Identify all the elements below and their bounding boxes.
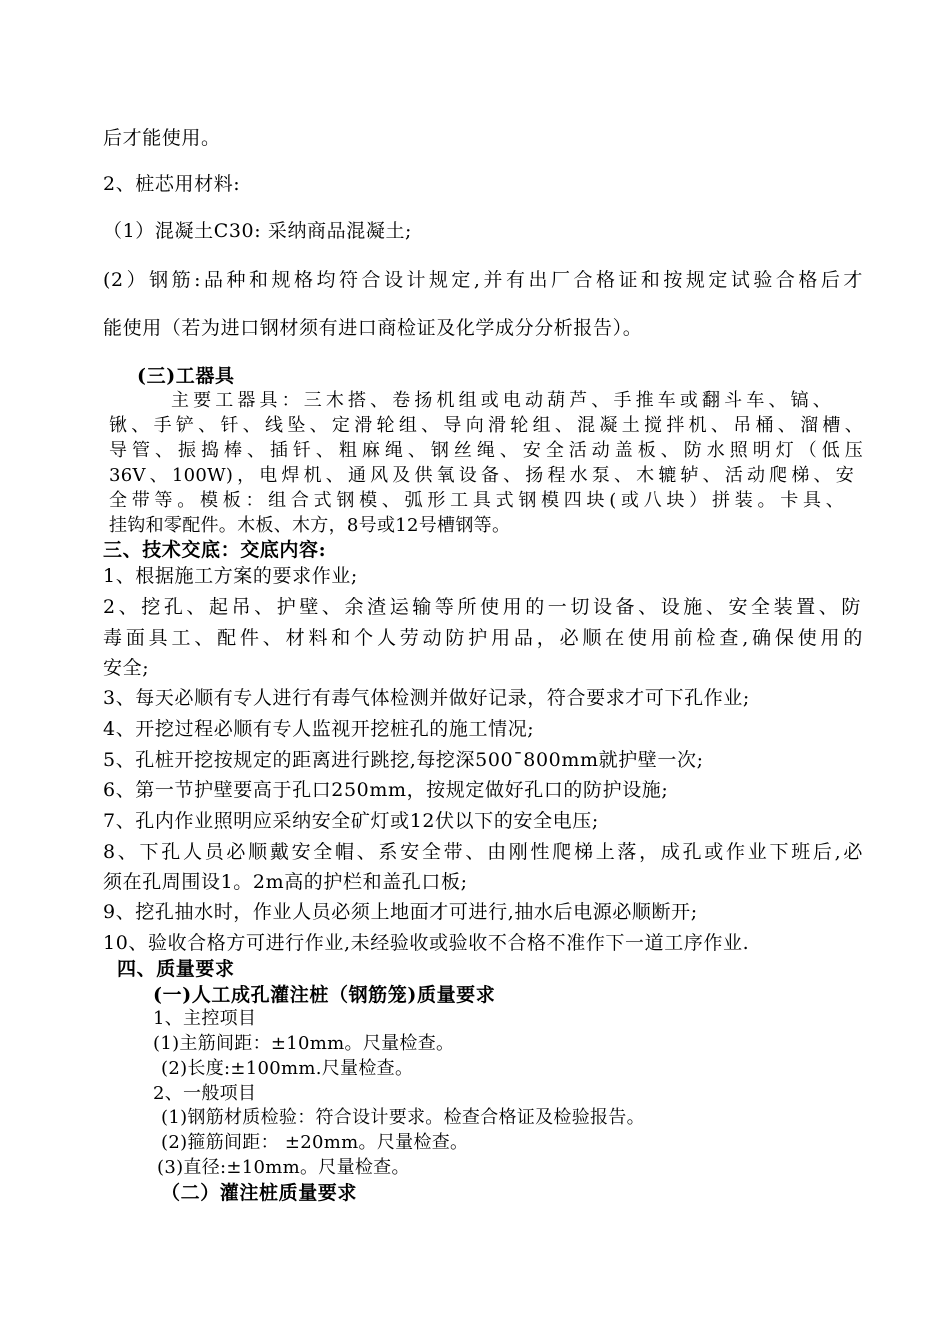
- text-line: (2)长度:±100mm.尺量检查。: [161, 1058, 414, 1079]
- text-line: 安全;: [103, 657, 150, 679]
- text-line: 9、挖孔抽水时，作业人员必须上地面才可进行,抽水后电源必顺断开;: [103, 901, 698, 923]
- text-line: 1、根据施工方案的要求作业;: [103, 565, 358, 587]
- text-line: 5、孔桩开挖按规定的距离进行跳挖,每挖深500¯800mm就护壁一次;: [103, 749, 704, 771]
- text-line: (2）钢筋:品种和规格均符合设计规定,并有出厂合格证和按规定试验合格后才: [103, 269, 863, 291]
- text-line: 挂钩和零配件。木板、木方，8号或12号槽钢等。: [109, 515, 511, 536]
- section-heading: (三)工器具: [137, 365, 235, 387]
- text-line: 1、主控项目: [153, 1008, 257, 1029]
- subsection-heading: （二）灌注桩质量要求: [161, 1182, 358, 1204]
- text-line: (2)箍筋间距： ±20mm。尺量检查。: [161, 1132, 469, 1153]
- text-line: 须在孔周围设1。2m高的护栏和盖孔口板;: [103, 871, 468, 893]
- text-line: (1)钢筋材质检验：符合设计要求。检查合格证及检验报告。: [161, 1107, 645, 1128]
- section-heading: 三、技术交底：交底内容:: [103, 539, 327, 561]
- text-line: 10、验收合格方可进行作业,未经验收或验收不合格不准作下一道工序作业.: [103, 932, 750, 954]
- section-heading: 四、质量要求: [117, 958, 235, 980]
- text-line: 2、一般项目: [153, 1083, 257, 1104]
- text-line: 能使用（若为进口钢材须有进口商检证及化学成分分析报告）。: [103, 317, 643, 339]
- text-line: 毒面具工、配件、材料和个人劳动防护用品，必顺在使用前检查,确保使用的: [103, 627, 863, 649]
- text-line: 4、开挖过程必顺有专人监视开挖桩孔的施工情况;: [103, 718, 535, 740]
- text-line: 主要工器具：三木搭、卷扬机组或电动葫芦、手推车或翻斗车、镐、: [171, 390, 831, 411]
- text-line: 2、桩芯用材料:: [103, 173, 241, 195]
- text-line: 3、每天必顺有专人进行有毒气体检测并做好记录，符合要求才可下孔作业;: [103, 687, 750, 709]
- text-line: 6、第一节护壁要高于孔口250mm，按规定做好孔口的防护设施;: [103, 779, 669, 801]
- text-line: （1）混凝土C30: 采纳商品混凝土;: [103, 220, 413, 242]
- text-line: 后才能使用。: [103, 127, 221, 149]
- text-line: 7、孔内作业照明应采纳安全矿灯或12伏以下的安全电压;: [103, 810, 599, 832]
- subsection-heading: (一)人工成孔灌注桩（钢筋笼)质量要求: [153, 984, 496, 1006]
- text-line: (1)主筋间距：±10mm。尺量检查。: [153, 1033, 455, 1054]
- text-line: 导管、振捣棒、插钎、粗麻绳、钢丝绳、安全活动盖板、防水照明灯（低压: [109, 440, 863, 461]
- text-line: (3)直径:±10mm。尺量检查。: [157, 1157, 410, 1178]
- text-line: 36V、100W)，电焊机、通风及供氧设备、扬程水泵、木辘轳、活动爬梯、安: [109, 465, 854, 486]
- text-line: 8、下孔人员必顺戴安全帽、系安全带、由刚性爬梯上落，成孔或作业下班后,必: [103, 841, 863, 863]
- text-line: 锹、手铲、钎、线坠、定滑轮组、导向滑轮组、混凝土搅拌机、吊桶、溜槽、: [109, 415, 863, 436]
- text-line: 2、挖孔、起吊、护壁、余渣运输等所使用的一切设备、设施、安全装置、防: [103, 596, 861, 618]
- text-line: 全带等。模板：组合式钢模、弧形工具式钢模四块(或八块）拼装。卡具、: [109, 490, 844, 511]
